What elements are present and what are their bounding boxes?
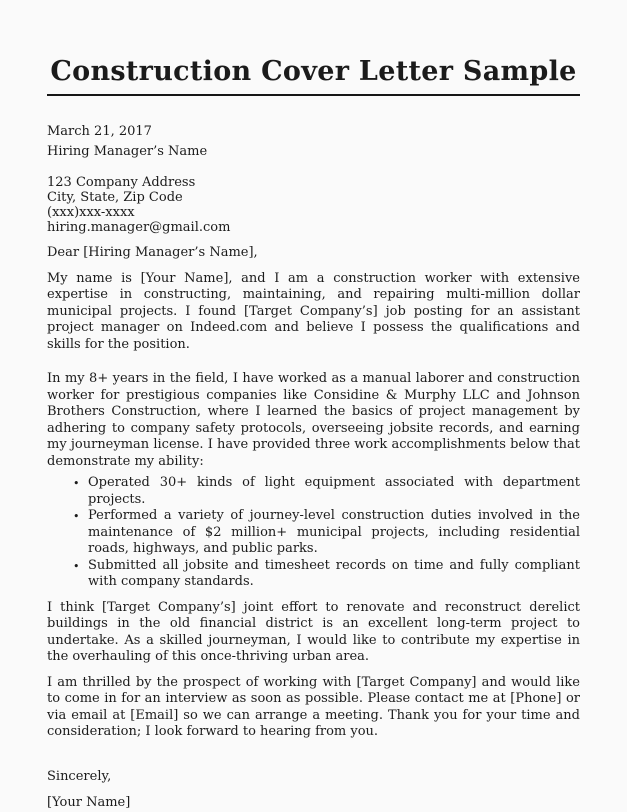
salutation: Dear [Hiring Manager’s Name],: [47, 245, 258, 261]
date-block: [47, 122, 580, 162]
address-line-city: City, State, Zip Code: [47, 190, 183, 206]
list-item: • Submitted all jobsite and timesheet records on time and fully compliant with company standards.: [73, 558, 580, 591]
paragraph-intro: My name is [Your Name], and I am a construction worker with extensive expertise in constructing, maintaining, and repairing multi-million dollar municipal projects. I found [Target Company’s] job posting for an assistant project manager on Indeed.com and believe I possess the qualifications and skills for the position.: [47, 270, 580, 352]
page-title: Construction Cover Letter Sample: [50, 56, 577, 87]
recipient-name: Hiring Manager’s Name: [47, 144, 208, 160]
address-block: [47, 175, 580, 235]
address-line-email: hiring.manager@gmail.com: [47, 220, 231, 236]
address-line-street: 123 Company Address: [47, 175, 196, 191]
paragraph-call-to-action: I am thrilled by the prospect of working with [Target Company] and would like to come in for an interview as soon as possible. Please contact me at [Phone] or via email at [Email] so we can arrange a meeting. Thank you for your time and consideration; I look forward to hearing from you.: [47, 674, 580, 740]
address-line-phone: (xxx)xxx-xxxx: [47, 205, 135, 221]
letter-date: March 21, 2017: [47, 124, 152, 140]
letter-body: [47, 122, 580, 812]
signoff: Sincerely,: [47, 768, 112, 784]
signature-name: [Your Name]: [47, 795, 131, 811]
accomplishments-list: [47, 475, 580, 591]
list-item: • Operated 30+ kinds of light equipment associated with department projects.: [73, 475, 580, 508]
paragraph-experience: In my 8+ years in the field, I have worked as a manual laborer and construction worker for prestigious companies like Considine & Murphy LLC and Johnson Brothers Construction, where I learned the basics of project management by adhering to company safety protocols, overseeing jobsite records, and earning my journeyman license. I have provided three work accomplishments below that demonstrate my ability:: [47, 371, 580, 469]
paragraph-company-interest: I think [Target Company’s] joint effort to renovate and reconstruct derelict buildings in the old financial district is an excellent long-term project to undertake. As a skilled journeyman, I would like to contribute my expertise in the overhauling of this once-thriving urban area.: [47, 599, 580, 665]
list-item: • Performed a variety of journey-level construction duties involved in the maintenance of $2 million+ municipal projects, including residential roads, highways, and public parks.: [73, 508, 580, 558]
title-divider: [47, 94, 580, 96]
